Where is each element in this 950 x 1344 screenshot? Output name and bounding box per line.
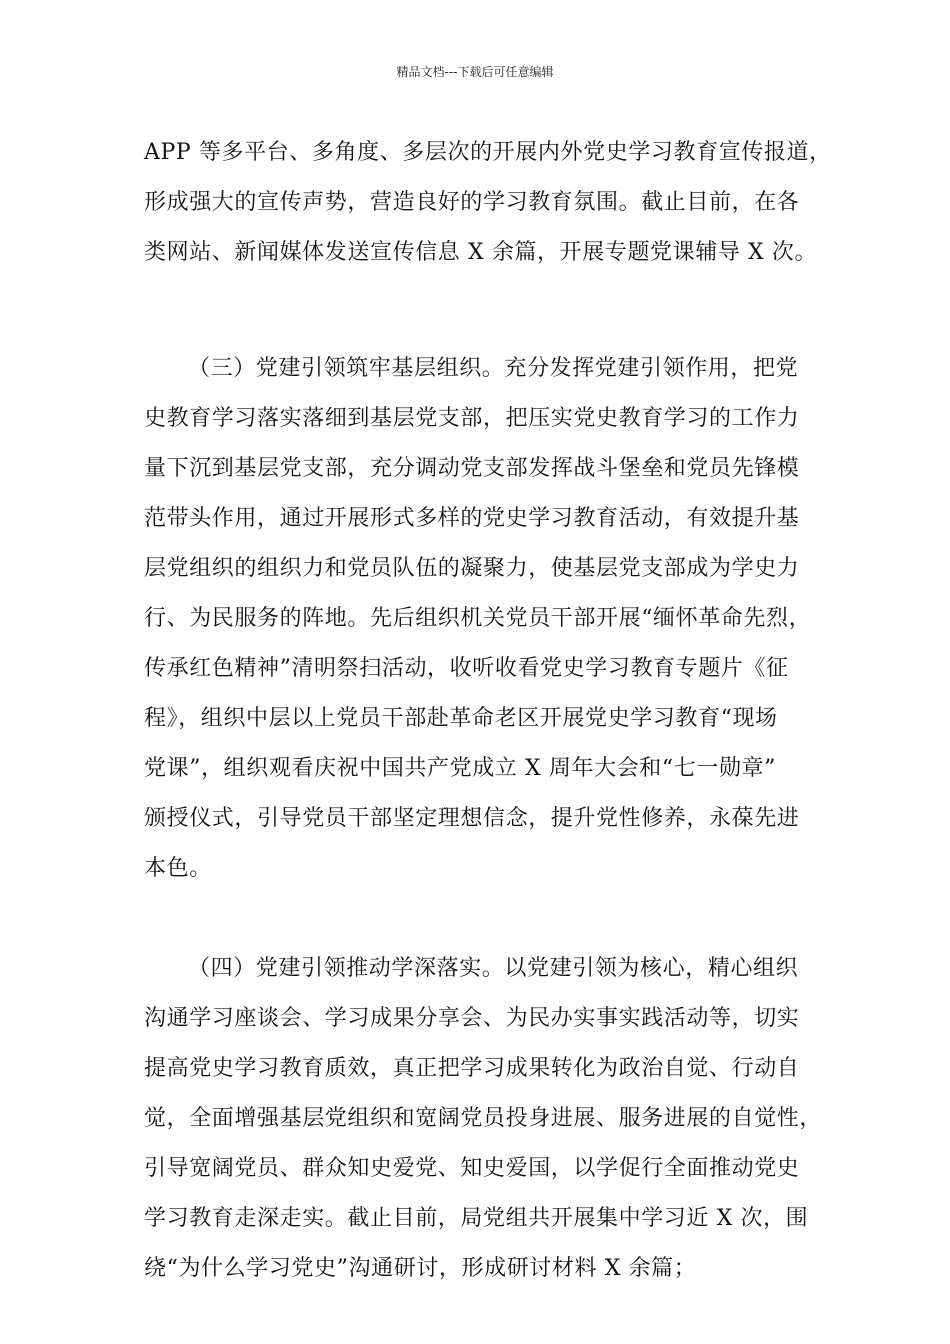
text-line: 党课”，组织观看庆祝中国共产党成立 X 周年大会和“七一勋章” xyxy=(144,756,776,781)
text-line: 本色。 xyxy=(144,856,212,881)
document-body xyxy=(144,128,832,1294)
text-line: 史教育学习落实落细到基层党支部，把压实党史教育学习的工作力 xyxy=(144,406,800,431)
text-line: 绕“为什么学习党史”沟通研讨，形成研讨材料 X 余篇； xyxy=(144,1256,697,1281)
paragraph-continuation xyxy=(144,128,832,278)
text-line: 引导宽阔党员、群众知史爱党、知史爱国，以学促行全面推动党史 xyxy=(144,1156,800,1181)
text-line: 觉，全面增强基层党组织和宽阔党员投身进展、服务进展的自觉性， xyxy=(144,1106,823,1131)
text-line: 类网站、新闻媒体发送宣传信息 X 余篇，开展专题党课辅导 X 次。 xyxy=(144,240,818,265)
text-line: 范带头作用，通过开展形式多样的党史学习教育活动，有效提升基 xyxy=(144,506,800,531)
text-line: （三）党建引领筑牢基层组织。充分发挥党建引领作用，把党 xyxy=(188,356,799,381)
text-line: 传承红色精神”清明祭扫活动，收听收看党史学习教育专题片《征 xyxy=(144,656,789,681)
text-line: 颁授仪式，引导党员干部坚定理想信念，提升党性修养，永葆先进 xyxy=(144,806,800,831)
text-line xyxy=(144,894,810,944)
text-line: 程》，组织中层以上党员干部赴革命老区开展党史学习教育“现场 xyxy=(144,706,778,731)
page-header: 精品文档---下载后可任意编辑 xyxy=(396,65,554,79)
paragraph-section-3 xyxy=(144,344,810,944)
text-line: 形成强大的宣传声势，营造良好的学习教育氛围。截止目前，在各 xyxy=(144,190,800,215)
text-line: 层党组织的组织力和党员队伍的凝聚力，使基层党支部成为学史力 xyxy=(144,556,800,581)
text-line: APP 等多平台、多角度、多层次的开展内外党史学习教育宣传报道， xyxy=(144,140,832,165)
text-line: 沟通学习座谈会、学习成果分享会、为民办实事实践活动等，切实 xyxy=(144,1006,800,1031)
text-line: 行、为民服务的阵地。先后组织机关党员干部开展“缅怀革命先烈， xyxy=(144,606,812,631)
text-line: （四）党建引领推动学深落实。以党建引领为核心，精心组织 xyxy=(188,956,799,981)
paragraph-section-4 xyxy=(144,944,823,1294)
paragraph-gap xyxy=(144,278,810,344)
text-line: 学习教育走深走实。截止目前，局党组共开展集中学习近 X 次，围 xyxy=(144,1206,809,1231)
text-line: 提高党史学习教育质效，真正把学习成果转化为政治自觉、行动自 xyxy=(144,1056,800,1081)
text-line: 量下沉到基层党支部，充分调动党支部发挥战斗堡垒和党员先锋模 xyxy=(144,456,800,481)
